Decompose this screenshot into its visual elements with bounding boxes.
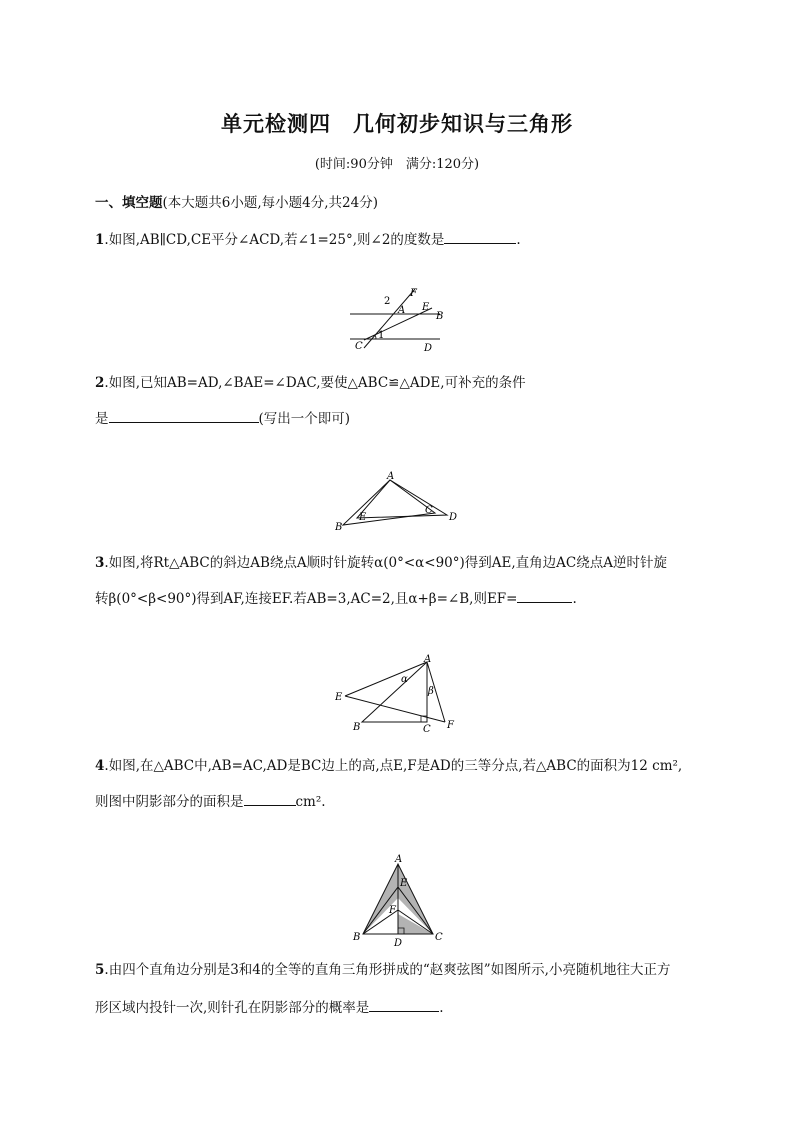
question-number: 3 <box>95 555 105 571</box>
question-2-line-2 <box>95 407 350 427</box>
question-3-line-2 <box>95 587 577 607</box>
label-b: B <box>353 722 361 733</box>
figure-2-triangles <box>335 470 465 532</box>
figure-1-parallel-lines <box>340 284 450 356</box>
question-number: 1 <box>95 232 105 248</box>
label-a: A <box>387 471 395 482</box>
label-b: B <box>335 522 343 532</box>
triangle-abc <box>362 662 427 722</box>
section-heading <box>95 191 378 211</box>
question-tail: . <box>439 1000 444 1016</box>
question-text: 形区域内投针一次,则针孔在阴影部分的概率是 <box>95 1000 370 1016</box>
question-2: 2.如图,已知AB=AD,∠BAE=∠DAC,要使△ABC≌△ADE,可补充的条件 <box>95 375 526 391</box>
angle-1-arc <box>375 335 376 339</box>
question-number: 5 <box>95 962 105 978</box>
question-4-line-2 <box>95 790 326 810</box>
label-f: F <box>389 905 396 916</box>
label-a: A <box>424 654 432 665</box>
label-e: E <box>400 878 408 889</box>
label-c: C <box>435 932 443 943</box>
question-tail: . <box>572 591 577 607</box>
label-e: E <box>335 692 343 703</box>
answer-blank[interactable] <box>517 589 572 603</box>
answer-blank[interactable] <box>109 409 259 423</box>
label-d: D <box>424 343 433 354</box>
question-tail: cm². <box>295 794 326 810</box>
question-text: 由四个直角边分别是3和4的全等的直角三角形拼成的“赵爽弦图”如图所示,小亮随机地往大正方 <box>108 962 671 978</box>
label-angle-1: 1 <box>378 330 385 341</box>
question-4: 4.如图,在△ABC中,AB=AC,AD是BC边上的高,点E,F是AD的三等分点,若△ABC的面积为12 cm², <box>95 758 683 774</box>
label-e: E <box>422 302 430 313</box>
label-c: C <box>423 724 431 734</box>
label-c: C <box>355 341 363 352</box>
question-number: 2 <box>95 375 105 391</box>
answer-blank[interactable] <box>444 230 516 244</box>
question-tail: (写出一个即可) <box>258 411 351 427</box>
label-b: B <box>436 311 444 322</box>
label-f: F <box>447 720 454 731</box>
question-5: 5.由四个直角边分别是3和4的全等的直角三角形拼成的“赵爽弦图”如图所示,小亮随机地往大正方 <box>95 962 671 978</box>
question-1: 1.如图,AB∥CD,CE平分∠ACD,若∠1=25°,则∠2的度数是 . <box>95 232 521 248</box>
label-c: C <box>425 505 433 516</box>
segment-ae <box>345 662 427 696</box>
label-d: D <box>394 938 403 948</box>
question-tail: . <box>516 232 521 248</box>
page-title: 单元检测四 几何初步知识与三角形 <box>221 112 573 136</box>
label-a: A <box>395 854 403 865</box>
question-text: 则图中阴影部分的面积是 <box>95 794 244 810</box>
section-note: (本大题共6小题,每小题4分,共24分) <box>162 195 378 211</box>
figure-3-rotation <box>335 652 465 734</box>
exam-info: (时间:90分钟 满分:120分) <box>314 157 480 172</box>
question-text: 是 <box>95 411 109 427</box>
label-a: A <box>398 305 406 316</box>
segment-ef <box>345 696 445 722</box>
question-3: 3.如图,将Rt△ABC的斜边AB绕点A顺时针旋转α(0°<α<90°)得到AE,直角边AC绕点A逆时针旋 <box>95 555 668 571</box>
label-beta: β <box>428 686 434 697</box>
label-f: F <box>410 288 417 299</box>
question-text: 转β(0°<β<90°)得到AF,连接EF.若AB=3,AC=2,且α+β=∠B,则EF= <box>95 591 518 607</box>
answer-blank[interactable] <box>369 998 439 1012</box>
question-5-line-2 <box>95 996 444 1016</box>
figure-4-shaded-triangle <box>348 852 448 948</box>
section-title: 一、填空题 <box>95 195 163 211</box>
label-angle-2: 2 <box>384 296 391 307</box>
question-text: 如图,AB∥CD,CE平分∠ACD,若∠1=25°,则∠2的度数是 <box>108 232 445 248</box>
label-d: D <box>449 512 458 523</box>
question-text: 如图,在△ABC中,AB=AC,AD是BC边上的高,点E,F是AD的三等分点,若△ABC的面积为12 cm², <box>108 758 683 774</box>
answer-blank[interactable] <box>244 792 296 806</box>
label-alpha: α <box>401 674 408 685</box>
question-text: 如图,已知AB=AD,∠BAE=∠DAC,要使△ABC≌△ADE,可补充的条件 <box>108 375 526 391</box>
label-b: B <box>353 932 361 943</box>
question-text: 如图,将Rt△ABC的斜边AB绕点A顺时针旋转α(0°<α<90°)得到AE,直角边AC绕点A逆时针旋 <box>108 555 668 571</box>
question-number: 4 <box>95 758 105 774</box>
label-e: E <box>359 512 367 523</box>
